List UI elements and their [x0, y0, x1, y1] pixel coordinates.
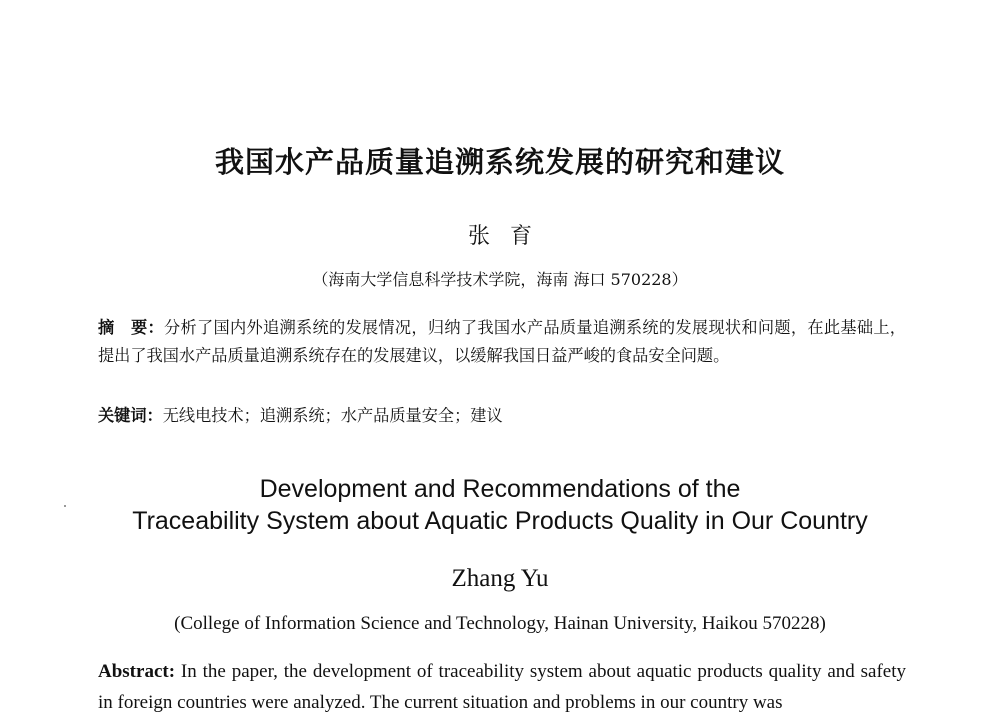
- english-affiliation: (College of Information Science and Technology, Hainan University, Haikou 570228): [174, 613, 826, 634]
- english-abstract-text: In the paper, the development of traceability system about aquatic products quality and safety in foreign countries were analyzed. The current situation and problems in our country was: [98, 661, 906, 713]
- chinese-abstract: [98, 314, 906, 370]
- chinese-abstract-text: 分析了国内外追溯系统的发展情况，归纳了我国水产品质量追溯系统的发展现状和问题，在此基础上，提出了我国水产品质量追溯系统存在的发展建议，以缓解我国日益严峻的食品安全问题。: [98, 318, 906, 365]
- english-abstract-label: Abstract:: [98, 661, 176, 682]
- chinese-title: 我国水产品质量追溯系统发展的研究和建议: [214, 145, 785, 179]
- chinese-keywords-label: 关键词：: [98, 406, 163, 425]
- chinese-affiliation: （海南大学信息科学技术学院，海南 海口 570228）: [312, 270, 688, 289]
- english-abstract: [98, 656, 906, 718]
- english-title-line-1: Development and Recommendations of the: [259, 475, 741, 503]
- chinese-keywords: [98, 402, 906, 430]
- english-title-line-2: Traceability System about Aquatic Products Quality in Our Country: [132, 507, 868, 535]
- scan-speck: [64, 505, 66, 507]
- chinese-abstract-label: 摘 要：: [98, 318, 164, 337]
- chinese-author: 张育: [467, 224, 552, 249]
- english-author: Zhang Yu: [451, 565, 549, 592]
- chinese-keywords-text: 无线电技术；追溯系统；水产品质量安全；建议: [162, 406, 503, 425]
- english-title: [0, 473, 1000, 537]
